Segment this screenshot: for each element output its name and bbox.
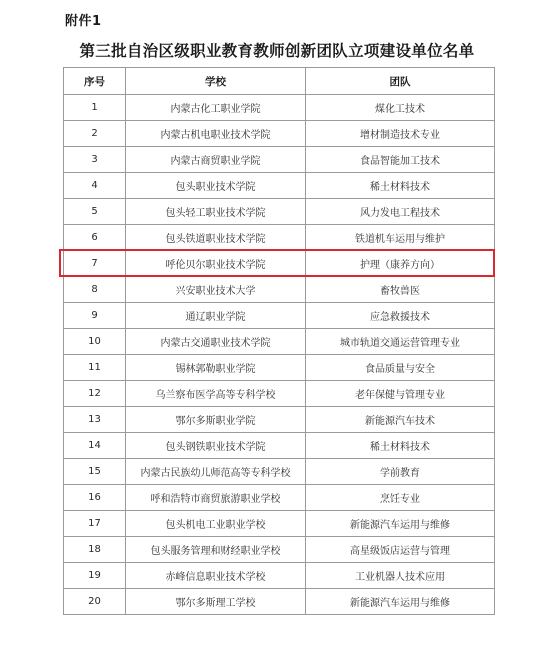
cell-no: 7 <box>64 251 126 277</box>
cell-school: 包头服务管理和财经职业学校 <box>126 537 306 563</box>
cell-team: 工业机器人技术应用 <box>306 563 495 589</box>
cell-team: 城市轨道交通运营管理专业 <box>306 329 495 355</box>
cell-no: 11 <box>64 355 126 381</box>
cell-no: 15 <box>64 459 126 485</box>
cell-school: 呼伦贝尔职业技术学院 <box>126 251 306 277</box>
cell-team: 增材制造技术专业 <box>306 121 495 147</box>
cell-team: 食品智能加工技术 <box>306 147 495 173</box>
cell-school: 呼和浩特市商贸旅游职业学校 <box>126 485 306 511</box>
cell-school: 兴安职业技术大学 <box>126 277 306 303</box>
cell-school: 赤峰信息职业技术学校 <box>126 563 306 589</box>
cell-school: 内蒙古商贸职业学院 <box>126 147 306 173</box>
cell-team: 稀土材料技术 <box>306 173 495 199</box>
table-row <box>64 433 495 459</box>
cell-no: 17 <box>64 511 126 537</box>
cell-school: 包头铁道职业技术学院 <box>126 225 306 251</box>
table-row <box>64 303 495 329</box>
cell-school: 包头轻工职业技术学院 <box>126 199 306 225</box>
cell-no: 2 <box>64 121 126 147</box>
cell-school: 包头职业技术学院 <box>126 173 306 199</box>
cell-team: 老年保健与管理专业 <box>306 381 495 407</box>
cell-school: 通辽职业学院 <box>126 303 306 329</box>
cell-team: 学前教育 <box>306 459 495 485</box>
table-header-row <box>64 68 495 95</box>
table-row <box>64 329 495 355</box>
table-row <box>64 563 495 589</box>
table-row <box>64 95 495 121</box>
cell-no: 14 <box>64 433 126 459</box>
header-school: 学校 <box>126 68 306 95</box>
cell-team: 新能源汽车运用与维修 <box>306 589 495 615</box>
cell-no: 5 <box>64 199 126 225</box>
table-row <box>64 485 495 511</box>
cell-no: 8 <box>64 277 126 303</box>
table-row <box>64 381 495 407</box>
cell-school: 包头机电工业职业学校 <box>126 511 306 537</box>
cell-no: 3 <box>64 147 126 173</box>
table-row <box>64 589 495 615</box>
table-row <box>64 537 495 563</box>
cell-no: 13 <box>64 407 126 433</box>
cell-team: 应急救援技术 <box>306 303 495 329</box>
cell-team: 新能源汽车技术 <box>306 407 495 433</box>
cell-school: 内蒙古机电职业技术学院 <box>126 121 306 147</box>
header-no: 序号 <box>64 68 126 95</box>
table-row <box>64 459 495 485</box>
cell-team: 新能源汽车运用与维修 <box>306 511 495 537</box>
cell-school: 锡林郭勒职业学院 <box>126 355 306 381</box>
table-row <box>64 147 495 173</box>
table-row <box>64 355 495 381</box>
cell-no: 19 <box>64 563 126 589</box>
cell-school: 乌兰察布医学高等专科学校 <box>126 381 306 407</box>
cell-no: 4 <box>64 173 126 199</box>
cell-team: 煤化工技术 <box>306 95 495 121</box>
cell-no: 18 <box>64 537 126 563</box>
attachment-label: 附件1 <box>65 14 102 29</box>
cell-team: 稀土材料技术 <box>306 433 495 459</box>
cell-no: 1 <box>64 95 126 121</box>
table-row <box>64 121 495 147</box>
cell-school: 包头钢铁职业技术学院 <box>126 433 306 459</box>
cell-no: 9 <box>64 303 126 329</box>
cell-school: 内蒙古民族幼儿师范高等专科学校 <box>126 459 306 485</box>
cell-school: 内蒙古交通职业技术学院 <box>126 329 306 355</box>
table-row <box>64 277 495 303</box>
cell-team: 铁道机车运用与维护 <box>306 225 495 251</box>
header-team: 团队 <box>306 68 495 95</box>
cell-team: 畜牧兽医 <box>306 277 495 303</box>
table-row <box>64 199 495 225</box>
cell-no: 10 <box>64 329 126 355</box>
cell-no: 16 <box>64 485 126 511</box>
cell-no: 6 <box>64 225 126 251</box>
cell-school: 鄂尔多斯职业学院 <box>126 407 306 433</box>
cell-team: 高星级饭店运营与管理 <box>306 537 495 563</box>
cell-team: 护理（康养方向） <box>306 251 495 277</box>
table-row <box>64 225 495 251</box>
cell-team: 食品质量与安全 <box>306 355 495 381</box>
cell-school: 鄂尔多斯理工学校 <box>126 589 306 615</box>
cell-no: 12 <box>64 381 126 407</box>
document-title: 第三批自治区级职业教育教师创新团队立项建设单位名单 <box>79 42 475 60</box>
table-row <box>64 511 495 537</box>
table-body <box>64 95 495 615</box>
cell-school: 内蒙古化工职业学院 <box>126 95 306 121</box>
cell-no: 20 <box>64 589 126 615</box>
table-row <box>64 407 495 433</box>
cell-team: 风力发电工程技术 <box>306 199 495 225</box>
school-team-table <box>63 67 495 615</box>
table-row <box>64 251 495 277</box>
cell-team: 烹饪专业 <box>306 485 495 511</box>
table-row <box>64 173 495 199</box>
